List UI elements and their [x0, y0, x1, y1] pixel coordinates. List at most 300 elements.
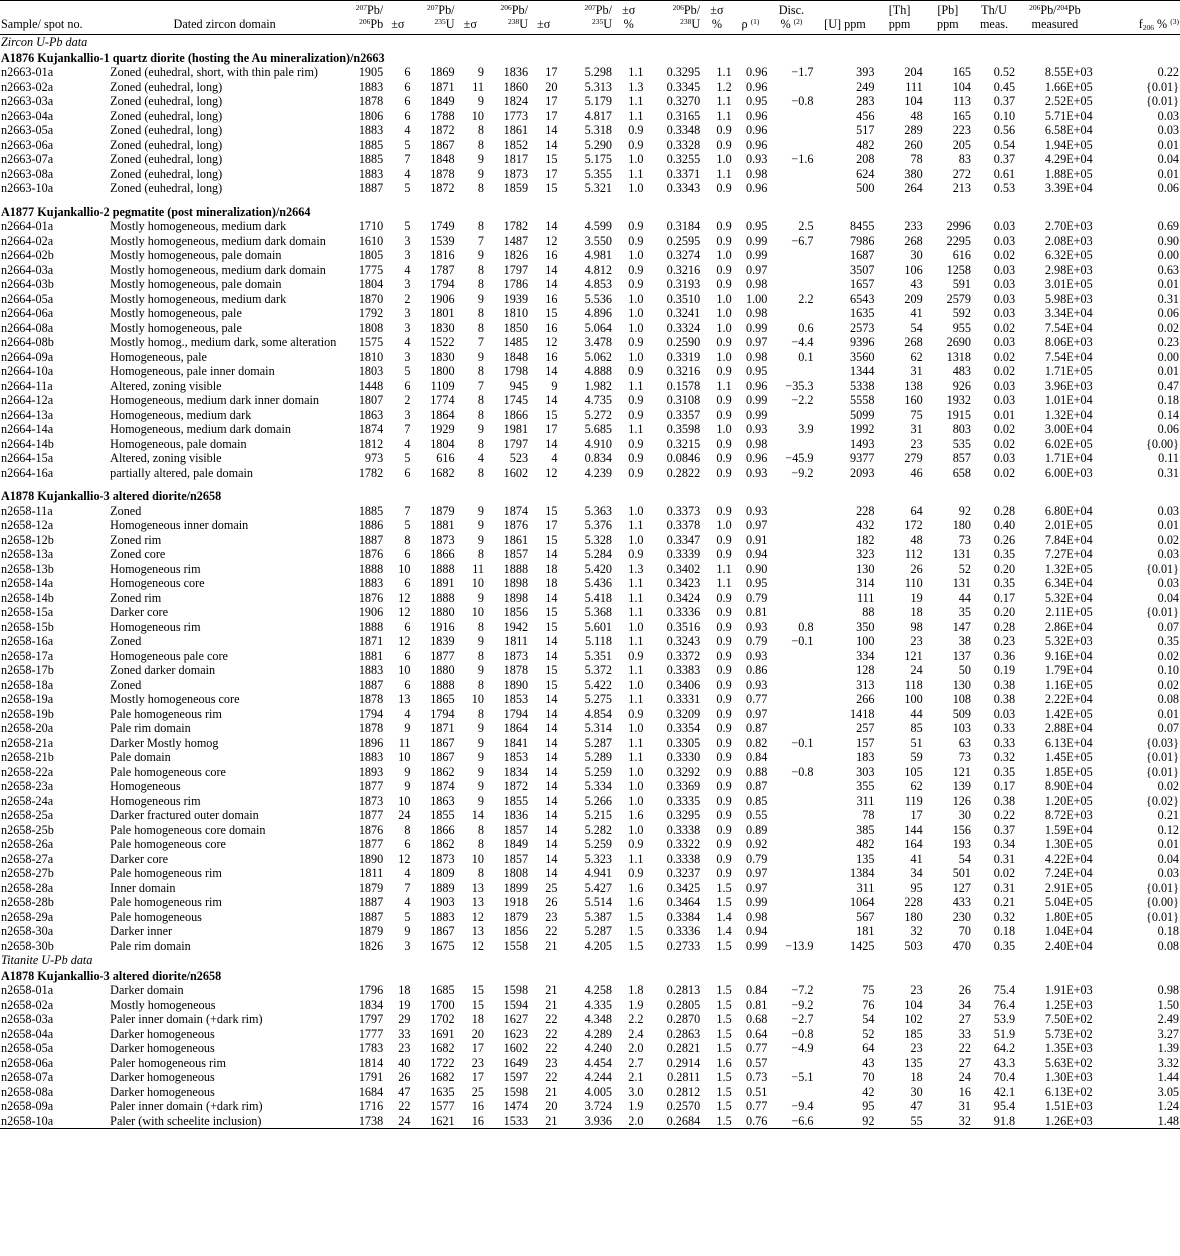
cell-age-207-235: 1872: [430, 123, 455, 137]
table-row: [0, 779, 1180, 794]
cell-pb-ppm: 121: [952, 764, 971, 779]
cell-pb-ppm: 501: [952, 866, 971, 880]
cell-err-206-238: 15: [545, 677, 558, 692]
cell-th-u: 51.9: [993, 1026, 1016, 1041]
cell-err-206-238: 14: [545, 648, 558, 663]
cell-f206: 0.01: [1157, 137, 1179, 152]
cell-age-206-238: 1745: [503, 393, 529, 407]
cell-ratio-206-238: 0.3371: [666, 166, 701, 181]
cell-err-pct-207-235: 1.1: [628, 65, 644, 79]
cell-pb-ppm: 2690: [946, 335, 971, 349]
cell-ratio-206-204: 1.32E+04: [1044, 407, 1093, 422]
cell-rho: 0.55: [746, 808, 768, 822]
cell-err-pct-207-235: 1.1: [628, 590, 644, 605]
cell-spot-id: n2663-05a: [1, 123, 54, 137]
cell-err-pct-207-235: 2.0: [628, 1041, 644, 1055]
cell-u-ppm: 130: [856, 561, 875, 576]
cell-th-u: 0.02: [993, 349, 1016, 364]
cell-ratio-206-238: 0.3425: [666, 880, 701, 895]
cell-err-207-206: 3: [404, 349, 411, 364]
cell-err-206-238: 22: [545, 1012, 558, 1026]
cell-err-206-238: 14: [545, 706, 558, 721]
cell-discordance: [768, 721, 814, 736]
cell-zircon-domain: [109, 393, 340, 408]
cell-spot-id: n2658-16a: [1, 634, 54, 648]
cell-age-207-235: 1539: [430, 233, 455, 248]
cell-err-206-238: 21: [545, 997, 558, 1012]
cell-spot-id: n2658-08a: [1, 1084, 54, 1099]
cell-err-207-235: 7: [477, 233, 484, 248]
cell-age-206-238: 1856: [503, 924, 529, 938]
cell-pb-ppm: 592: [952, 306, 971, 320]
cell-th-u: 0.23: [993, 634, 1016, 648]
cell-age-207-235: 1888: [430, 590, 455, 605]
cell-spot-id: n2658-22a: [1, 764, 54, 779]
cell-u-ppm: 350: [856, 619, 875, 634]
cell-spot-id: n2663-03a: [1, 94, 54, 108]
cell-err-pct-207-235: 1.0: [628, 822, 644, 837]
cell-age-207-235: 1862: [430, 764, 455, 779]
table-row: [0, 123, 1180, 138]
cell-th-u: 0.28: [993, 619, 1016, 634]
cell-u-ppm: 75: [862, 983, 875, 997]
cell-err-206-238: 15: [545, 532, 558, 547]
domain-text: Zoned (euhedral, long): [110, 123, 223, 137]
cell-u-ppm: 334: [856, 648, 875, 663]
table-row: [0, 1041, 1180, 1056]
cell-ratio-207-235: 5.175: [584, 152, 612, 166]
domain-text: Zoned darker domain: [110, 663, 216, 677]
header-pb206-pb204: $^{206}$Pb/$^{204}$Pb measured: [1016, 1, 1094, 35]
cell-err-pct-206-238: 0.9: [716, 451, 732, 465]
cell-spot-id: n2664-02b: [1, 248, 54, 262]
cell-zircon-domain: [109, 736, 340, 751]
cell-err-207-235: 15: [471, 983, 484, 997]
cell-discordance: −0.8: [791, 94, 814, 108]
cell-rho: 0.79: [746, 634, 768, 648]
cell-ratio-206-204: 3.00E+04: [1044, 422, 1093, 436]
cell-zircon-domain: [109, 306, 340, 321]
cell-rho: 0.99: [746, 407, 768, 422]
cell-discordance: [768, 678, 814, 693]
cell-age-207-206: 1777: [358, 1026, 384, 1041]
cell-err-207-235: 9: [477, 349, 484, 364]
cell-err-206-238: 16: [545, 291, 558, 306]
cell-th-u: 95.4: [993, 1099, 1016, 1113]
cell-err-207-235: 7: [477, 335, 484, 349]
cell-ratio-206-204: 1.01E+04: [1044, 393, 1093, 407]
cell-pb-ppm: 272: [952, 166, 971, 181]
cell-ratio-206-238: 0.3354: [666, 721, 701, 735]
cell-u-ppm: 323: [856, 547, 875, 561]
cell-err-206-238: 21: [545, 1084, 558, 1099]
cell-err-pct-206-238: 0.9: [716, 750, 732, 764]
cell-discordance: [768, 80, 814, 95]
cell-age-207-206: 1890: [358, 851, 384, 866]
cell-rho: 0.93: [746, 619, 768, 634]
cell-ratio-206-238: 0.3357: [666, 407, 701, 422]
cell-pb-ppm: 35: [958, 605, 971, 619]
cell-age-207-206: 1877: [358, 779, 384, 793]
header-sample: Sample/ spot no.: [0, 1, 109, 35]
cell-err-207-235: 8: [477, 837, 484, 851]
cell-err-207-206: 6: [404, 108, 411, 123]
cell-err-pct-206-238: 0.9: [716, 605, 732, 619]
cell-th-ppm: 104: [904, 997, 923, 1012]
cell-ratio-206-238: 0.3348: [666, 123, 701, 137]
cell-err-207-235: 10: [471, 108, 484, 123]
cell-ratio-206-204: 6.13E+04: [1044, 735, 1093, 750]
cell-zircon-domain: [109, 547, 340, 562]
cell-age-207-235: 1809: [430, 866, 455, 880]
cell-age-207-206: 1871: [358, 634, 384, 648]
cell-age-207-235: 1722: [430, 1055, 455, 1070]
cell-age-206-238: 1857: [503, 851, 529, 866]
table-row: [0, 794, 1180, 809]
table-row: [0, 451, 1180, 466]
cell-age-207-235: 1889: [430, 880, 455, 895]
cell-th-u: 0.03: [993, 277, 1016, 291]
cell-ratio-206-238: 0.3338: [666, 851, 701, 866]
cell-zircon-domain: [109, 1085, 340, 1100]
cell-rho: 0.93: [746, 648, 768, 663]
cell-f206: 0.02: [1157, 677, 1179, 692]
cell-pb-ppm: 131: [952, 576, 971, 590]
cell-spot-id: n2658-27a: [1, 851, 54, 866]
cell-ratio-207-235: 3.936: [558, 1114, 613, 1129]
cell-pb-ppm: 34: [958, 997, 971, 1012]
cell-err-pct-206-238: 0.9: [716, 393, 732, 407]
cell-err-206-238: 23: [545, 1055, 558, 1070]
cell-err-207-235: 9: [477, 750, 484, 764]
cell-zircon-domain: [109, 1070, 340, 1085]
cell-pb-ppm: 2295: [946, 233, 971, 248]
cell-age-206-238: 1850: [503, 320, 529, 335]
cell-err-pct-207-235: 0.9: [628, 137, 644, 152]
cell-err-pct-206-238: 1.1: [716, 576, 732, 590]
cell-rho: 0.97: [746, 335, 768, 349]
cell-ratio-206-238: 0.2570: [666, 1099, 701, 1113]
cell-spot-id: n2663-10a: [1, 181, 54, 195]
cell-f206: {0.00}: [1145, 436, 1179, 451]
header-th-ppm: [Th] ppm: [875, 1, 923, 35]
domain-text: Zoned (euhedral, long): [110, 166, 223, 181]
cell-age-207-206: 1863: [358, 407, 384, 422]
cell-spot-id: n2658-02a: [1, 997, 54, 1012]
cell-ratio-206-238: 0.2590: [666, 335, 701, 349]
cell-u-ppm: 1657: [850, 277, 875, 291]
cell-u-ppm: 43: [862, 1055, 875, 1070]
cell-u-ppm: 88: [862, 605, 875, 619]
cell-u-ppm: 111: [857, 590, 875, 605]
cell-age-207-206: 1878: [358, 721, 384, 735]
table-row: [0, 591, 1180, 606]
cell-err-207-235: 16: [471, 1099, 484, 1113]
cell-ratio-206-204: 1.71E+04: [1044, 451, 1093, 465]
cell-rho: 1.00: [746, 291, 768, 306]
cell-discordance: −35.3: [785, 378, 814, 393]
cell-discordance: −0.1: [791, 735, 814, 750]
cell-err-207-235: 8: [477, 123, 484, 137]
cell-pb-ppm: 52: [958, 561, 971, 576]
cell-th-ppm: 121: [904, 648, 923, 663]
cell-age-206-238: 1872: [503, 779, 529, 793]
cell-age-206-238: 1797: [503, 262, 529, 277]
cell-ratio-206-204: 1.88E+05: [1044, 166, 1093, 181]
domain-text: Homogeneous, medium dark domain: [110, 422, 291, 436]
table-row: [0, 750, 1180, 765]
cell-err-206-238: 15: [545, 306, 558, 320]
cell-u-ppm: 313: [856, 677, 875, 692]
cell-pb-ppm: 156: [952, 822, 971, 837]
cell-age-207-206: 1879: [358, 880, 384, 895]
cell-err-pct-207-235: 0.9: [628, 436, 644, 451]
cell-th-u: 0.03: [993, 306, 1016, 320]
cell-err-pct-206-238: 0.9: [716, 262, 732, 277]
cell-err-pct-206-238: 0.9: [716, 851, 732, 866]
cell-ratio-207-235: 5.282: [584, 822, 612, 837]
cell-age-207-206: 1885: [358, 137, 384, 152]
cell-age-207-235: 1878: [430, 166, 455, 181]
cell-err-206-238: 14: [545, 137, 558, 152]
cell-u-ppm: 355: [856, 779, 875, 793]
cell-discordance: [768, 779, 814, 794]
cell-th-u: 70.4: [993, 1070, 1016, 1084]
table-row: [0, 138, 1180, 153]
cell-age-207-235: 1816: [430, 248, 455, 262]
cell-th-ppm: 164: [904, 837, 923, 851]
cell-pb-ppm: 27: [958, 1012, 971, 1026]
cell-discordance: −0.8: [791, 764, 814, 779]
cell-ratio-207-235: 4.817: [584, 108, 612, 123]
cell-age-206-238: 1841: [503, 735, 529, 750]
cell-th-u: 76.4: [993, 997, 1016, 1012]
cell-age-206-238: 1859: [503, 181, 529, 195]
cell-err-206-238: 15: [545, 181, 558, 195]
cell-age-206-238: 1623: [503, 1026, 529, 1041]
cell-err-pct-206-238: 0.9: [716, 866, 732, 880]
cell-err-207-206: 33: [398, 1026, 411, 1041]
cell-err-pct-206-238: 1.1: [716, 561, 732, 576]
cell-rho: 0.77: [746, 692, 768, 706]
cell-f206: 0.12: [1157, 822, 1179, 837]
cell-err-pct-206-238: 0.9: [716, 648, 732, 663]
cell-err-206-238: 15: [545, 663, 558, 677]
cell-discordance: [768, 852, 814, 867]
cell-u-ppm: 482: [856, 137, 875, 152]
table-row: [0, 219, 1180, 234]
cell-f206: 0.04: [1157, 152, 1179, 166]
cell-pb-ppm: 38: [958, 634, 971, 648]
cell-pb-ppm: 147: [952, 619, 971, 634]
cell-th-ppm: 41: [910, 851, 923, 866]
domain-text: Zoned (euhedral, long): [110, 79, 223, 94]
cell-err-206-238: 22: [545, 1026, 558, 1041]
cell-age-206-238: 1836: [503, 808, 529, 822]
cell-discordance: −7.2: [791, 983, 814, 997]
cell-th-u: 0.33: [993, 735, 1016, 750]
cell-err-206-238: 20: [545, 79, 558, 94]
cell-err-207-206: 4: [404, 895, 411, 909]
cell-spot-id: n2664-10a: [1, 364, 54, 378]
cell-f206: 0.63: [1157, 262, 1179, 277]
cell-zircon-domain: [109, 823, 340, 838]
cell-pb-ppm: 180: [952, 518, 971, 532]
cell-ratio-206-238: 0.2870: [666, 1012, 701, 1026]
cell-err-pct-207-235: 1.0: [628, 532, 644, 547]
cell-f206: 0.02: [1157, 779, 1179, 793]
cell-err-207-235: 8: [477, 822, 484, 837]
cell-age-207-235: 1849: [430, 94, 455, 108]
cell-ratio-207-235: 5.514: [584, 895, 612, 909]
cell-err-206-238: 22: [545, 924, 558, 938]
cell-th-ppm: 59: [910, 750, 923, 764]
cell-f206: {0.01}: [1145, 764, 1179, 779]
cell-age-207-206: 1610: [358, 233, 384, 248]
cell-age-206-238: 1848: [503, 349, 529, 364]
cell-age-206-238: 1888: [503, 561, 529, 576]
cell-age-207-206: 1883: [358, 166, 384, 181]
cell-err-206-238: 14: [545, 393, 558, 407]
cell-age-206-238: 1878: [503, 663, 529, 677]
domain-text: Zoned (euhedral, long): [110, 108, 223, 123]
cell-ratio-206-238: 0.1578: [666, 378, 701, 393]
cell-ratio-206-238: 0.3255: [666, 152, 701, 166]
table-row: [0, 924, 1180, 939]
cell-discordance: [768, 181, 814, 196]
cell-zircon-domain: [109, 379, 340, 394]
cell-ratio-206-238: 0.2684: [644, 1114, 701, 1129]
cell-err-207-206: 2: [404, 291, 411, 306]
cell-ratio-206-238: 0.3384: [666, 909, 701, 924]
cell-err-pct-207-235: 0.9: [628, 219, 644, 233]
cell-pb-ppm: 92: [958, 503, 971, 518]
cell-f206: 0.07: [1157, 619, 1179, 634]
cell-err-pct-206-238: 1.0: [716, 306, 732, 320]
cell-rho: 0.93: [746, 465, 768, 480]
cell-age-206-238: 1817: [503, 152, 529, 166]
cell-rho: 0.91: [746, 532, 768, 547]
cell-th-ppm: 85: [910, 721, 923, 735]
cell-spot-id: n2658-20a: [1, 721, 54, 735]
cell-ratio-207-235: 4.853: [584, 277, 612, 291]
cell-zircon-domain: [109, 263, 340, 278]
table-row: [0, 277, 1180, 292]
cell-spot-id: n2658-15a: [1, 605, 54, 619]
cell-age-207-206: 1797: [358, 1012, 384, 1026]
cell-err-207-235: 8: [477, 262, 484, 277]
cell-ratio-206-238: 0.3108: [666, 393, 701, 407]
cell-age-207-235: 1682: [430, 1041, 455, 1055]
cell-err-pct-206-238: 1.5: [716, 1084, 732, 1099]
cell-f206: 0.08: [1157, 938, 1179, 953]
cell-ratio-206-238: 0.2813: [666, 983, 701, 997]
cell-err-pct-206-238: 1.0: [716, 422, 732, 436]
cell-ratio-206-204: 2.08E+03: [1044, 233, 1093, 248]
cell-age-207-235: 1830: [430, 349, 455, 364]
cell-discordance: 2.5: [798, 219, 814, 233]
table-row: [0, 248, 1180, 263]
cell-age-206-238: 1918: [503, 895, 529, 909]
cell-ratio-206-238: 0.3305: [666, 735, 701, 750]
cell-ratio-206-204: 2.01E+05: [1044, 518, 1093, 532]
cell-pb-ppm: 16: [958, 1084, 971, 1099]
cell-th-ppm: 30: [910, 1084, 923, 1099]
cell-pb-ppm: 54: [958, 851, 971, 866]
cell-age-206-238: 1798: [503, 364, 529, 378]
cell-th-u: 0.03: [993, 706, 1016, 721]
cell-age-207-235: 1804: [430, 436, 455, 451]
cell-rho: 0.99: [746, 320, 768, 335]
cell-ratio-206-204: 6.00E+03: [1044, 465, 1093, 480]
cell-ratio-207-235: 5.418: [584, 590, 612, 605]
cell-age-206-238: 1861: [503, 123, 529, 137]
cell-u-ppm: 266: [856, 692, 875, 706]
cell-err-pct-207-235: 2.1: [628, 1070, 644, 1084]
cell-th-u: 0.35: [993, 547, 1016, 561]
cell-err-pct-207-235: 0.9: [628, 393, 644, 407]
cell-pb-ppm: 658: [952, 465, 971, 480]
cell-f206: 0.31: [1157, 291, 1179, 306]
cell-ratio-206-238: 0.2733: [666, 938, 701, 953]
cell-ratio-207-235: 5.062: [584, 349, 612, 364]
cell-pb-ppm: 205: [952, 137, 971, 152]
cell-err-207-206: 7: [404, 152, 411, 166]
cell-rho: 0.98: [746, 306, 768, 320]
cell-zircon-domain: [109, 94, 340, 109]
cell-err-206-238: 15: [545, 407, 558, 422]
cell-err-207-206: 7: [404, 422, 411, 436]
cell-f206: {0.01}: [1145, 605, 1179, 619]
cell-err-207-206: 6: [404, 79, 411, 94]
table-row: [0, 765, 1180, 780]
cell-err-pct-207-235: 1.1: [628, 378, 644, 393]
cell-err-206-238: 14: [545, 779, 558, 793]
table-row: [0, 437, 1180, 452]
cell-ratio-207-235: 5.321: [584, 181, 612, 195]
cell-spot-id: n2658-01a: [1, 983, 54, 997]
table-row: [0, 1056, 1180, 1071]
cell-u-ppm: 2573: [850, 320, 875, 335]
cell-age-207-235: 1682: [430, 465, 455, 480]
cell-err-207-206: 40: [398, 1055, 411, 1070]
cell-zircon-domain: [109, 1027, 340, 1042]
cell-ratio-206-238: 0.3295: [666, 65, 701, 79]
cell-ratio-206-204: 5.73E+02: [1044, 1026, 1093, 1041]
table-row: [0, 80, 1180, 95]
table-body: [0, 35, 1180, 1129]
cell-ratio-206-238: 0.2811: [667, 1070, 701, 1084]
cell-rho: 0.79: [746, 851, 768, 866]
cell-age-207-235: 1867: [430, 750, 455, 764]
cell-err-206-238: 17: [545, 166, 558, 181]
cell-ratio-206-238: 0.3338: [666, 822, 701, 837]
cell-err-206-238: 22: [545, 1070, 558, 1084]
cell-rho: 0.95: [746, 94, 768, 108]
cell-err-207-206: 4: [404, 166, 411, 181]
cell-th-u: 0.56: [993, 123, 1016, 137]
cell-th-ppm: 48: [910, 532, 923, 547]
cell-f206: {0.03}: [1145, 735, 1179, 750]
cell-err-206-238: 17: [545, 65, 558, 79]
cell-age-207-206: 1876: [358, 590, 384, 605]
cell-ratio-207-235: 4.289: [584, 1026, 612, 1041]
table-row: [0, 335, 1180, 350]
domain-text: Zoned: [110, 677, 142, 692]
cell-err-pct-206-238: 0.9: [716, 465, 732, 480]
cell-err-pct-207-235: 1.3: [628, 561, 644, 576]
cell-f206: 0.69: [1157, 219, 1179, 233]
